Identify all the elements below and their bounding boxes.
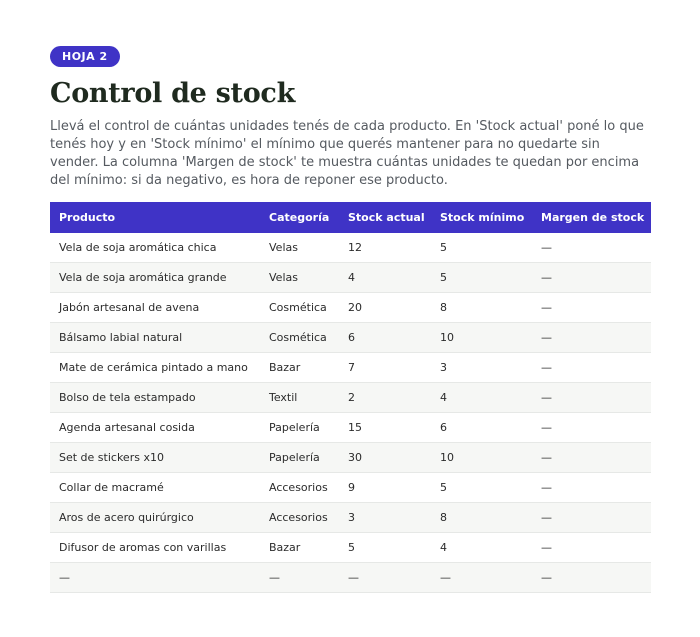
sheet-page [50, 45, 651, 584]
cell-margen-de-stock: — [532, 233, 651, 263]
cell-categoria[interactable]: Textil [260, 383, 339, 413]
cell-producto[interactable]: Mate de cerámica pintado a mano [50, 353, 260, 383]
cell-producto[interactable]: Jabón artesanal de avena [50, 293, 260, 323]
cell-margen-de-stock: — [532, 473, 651, 503]
cell-categoria[interactable]: Cosmética [260, 293, 339, 323]
cell-categoria[interactable]: Velas [260, 263, 339, 293]
cell-stock-minimo[interactable]: 10 [431, 323, 532, 353]
cell-margen-de-stock: — [532, 293, 651, 323]
cell-categoria[interactable]: Papelería [260, 443, 339, 473]
cell-stock-minimo[interactable]: 8 [431, 293, 532, 323]
cell-stock-minimo[interactable]: 5 [431, 233, 532, 263]
column-header-categoria: Categoría [260, 202, 339, 233]
table-row [50, 293, 651, 323]
cell-stock-actual[interactable]: 20 [339, 293, 431, 323]
cell-stock-minimo[interactable]: 10 [431, 443, 532, 473]
cell-producto[interactable]: Aros de acero quirúrgico [50, 503, 260, 533]
cell-producto[interactable]: Bálsamo labial natural [50, 323, 260, 353]
cell-margen-de-stock: — [532, 443, 651, 473]
cell-stock-actual[interactable]: 4 [339, 263, 431, 293]
table-row [50, 563, 651, 593]
cell-margen-de-stock: — [532, 503, 651, 533]
cell-stock-minimo[interactable]: 3 [431, 353, 532, 383]
cell-stock-minimo[interactable]: 4 [431, 383, 532, 413]
cell-stock-actual[interactable]: 12 [339, 233, 431, 263]
cell-margen-de-stock: — [532, 383, 651, 413]
table-header-row [50, 202, 651, 233]
cell-margen-de-stock: — [532, 263, 651, 293]
sheet-badge: HOJA 2 [50, 46, 120, 67]
table-row [50, 383, 651, 413]
cell-margen-de-stock: — [532, 563, 651, 593]
cell-categoria[interactable]: Cosmética [260, 323, 339, 353]
cell-stock-actual[interactable]: 2 [339, 383, 431, 413]
table-row [50, 233, 651, 263]
stock-table [50, 202, 651, 593]
cell-stock-minimo[interactable]: — [431, 563, 532, 593]
table-row [50, 413, 651, 443]
cell-producto[interactable]: Agenda artesanal cosida [50, 413, 260, 443]
table-body [50, 233, 651, 593]
cell-categoria[interactable]: Velas [260, 233, 339, 263]
cell-stock-minimo[interactable]: 8 [431, 503, 532, 533]
column-header-producto: Producto [50, 202, 260, 233]
table-row [50, 263, 651, 293]
cell-stock-actual[interactable]: — [339, 563, 431, 593]
cell-producto[interactable]: Difusor de aromas con varillas [50, 533, 260, 563]
cell-categoria[interactable]: Accesorios [260, 473, 339, 503]
cell-margen-de-stock: — [532, 413, 651, 443]
page-title: Control de stock [50, 78, 295, 109]
cell-categoria[interactable]: — [260, 563, 339, 593]
cell-stock-minimo[interactable]: 5 [431, 473, 532, 503]
column-header-margen-de-stock: Margen de stock [532, 202, 651, 233]
cell-margen-de-stock: — [532, 533, 651, 563]
cell-stock-minimo[interactable]: 4 [431, 533, 532, 563]
page-description: Llevá el control de cuántas unidades tenés de cada producto. En 'Stock actual' poné lo que tenés hoy y en 'Stock mínimo' el mínimo que querés mantener para no quedarte sin vender. La columna 'Margen de stock' te muestra cuántas unidades te quedan por encima del mínimo: si da negativo, es hora de reponer ese producto. [50, 119, 644, 188]
cell-producto[interactable]: Bolso de tela estampado [50, 383, 260, 413]
table-row [50, 443, 651, 473]
table-row [50, 323, 651, 353]
cell-categoria[interactable]: Accesorios [260, 503, 339, 533]
cell-producto[interactable]: Vela de soja aromática grande [50, 263, 260, 293]
cell-producto[interactable]: Vela de soja aromática chica [50, 233, 260, 263]
table-header [50, 202, 651, 233]
column-header-stock-minimo: Stock mínimo [431, 202, 532, 233]
column-header-stock-actual: Stock actual [339, 202, 431, 233]
table-row [50, 473, 651, 503]
cell-categoria[interactable]: Bazar [260, 353, 339, 383]
cell-stock-actual[interactable]: 15 [339, 413, 431, 443]
cell-stock-actual[interactable]: 6 [339, 323, 431, 353]
cell-stock-actual[interactable]: 3 [339, 503, 431, 533]
cell-stock-actual[interactable]: 30 [339, 443, 431, 473]
cell-categoria[interactable]: Bazar [260, 533, 339, 563]
table-row [50, 503, 651, 533]
table-row [50, 533, 651, 563]
cell-stock-minimo[interactable]: 6 [431, 413, 532, 443]
cell-producto[interactable]: Collar de macramé [50, 473, 260, 503]
cell-categoria[interactable]: Papelería [260, 413, 339, 443]
cell-margen-de-stock: — [532, 323, 651, 353]
cell-stock-actual[interactable]: 7 [339, 353, 431, 383]
table-row [50, 353, 651, 383]
cell-producto[interactable]: — [50, 563, 260, 593]
cell-stock-minimo[interactable]: 5 [431, 263, 532, 293]
cell-margen-de-stock: — [532, 353, 651, 383]
cell-producto[interactable]: Set de stickers x10 [50, 443, 260, 473]
cell-stock-actual[interactable]: 9 [339, 473, 431, 503]
cell-stock-actual[interactable]: 5 [339, 533, 431, 563]
